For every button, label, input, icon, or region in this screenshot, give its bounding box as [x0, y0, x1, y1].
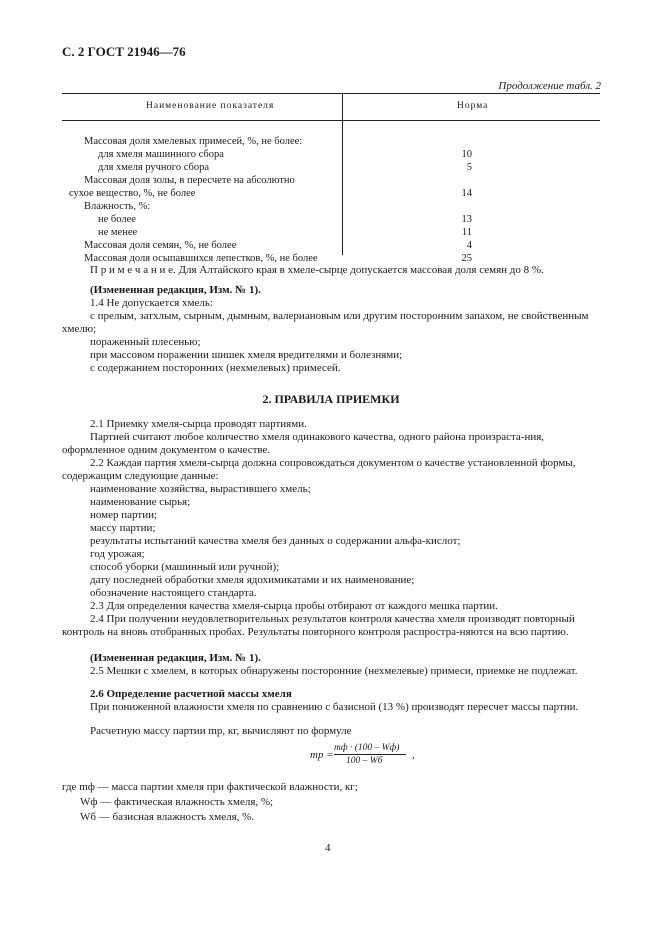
clause-1-4: 1.4 Не допускается хмель:	[90, 297, 213, 309]
formula-denominator: 100 – Wб	[346, 756, 383, 766]
table-continuation-label: Продолжение табл. 2	[498, 80, 601, 92]
page-header: С. 2 ГОСТ 21946—76	[62, 44, 186, 59]
list-item: обозначение настоящего стандарта.	[90, 587, 257, 599]
formula-tail: ,	[412, 749, 415, 761]
table-header	[62, 93, 600, 121]
clause-1-4-item: пораженный плесенью;	[90, 336, 201, 348]
amendment-note: (Измененная редакция, Изм. № 1).	[90, 652, 261, 664]
table-row: Массовая доля хмелевых примесей, %, не более:	[84, 136, 303, 147]
list-item: способ уборки (машинный или ручной);	[90, 561, 280, 573]
table-row: Влажность, %:	[84, 201, 151, 212]
clause-2-4: 2.4 При получении неудовлетворительных результатов контроля качества хмеля производят повторный контроль на вновь отобранных пробах. Результаты повторного контроля распростра-няются на всю партию.	[62, 613, 575, 638]
table-row: для хмеля машинного сбора 10	[98, 149, 472, 160]
table-row: для хмеля ручного сбора 5	[98, 162, 472, 173]
clause-2-1-text: Партией считают любое количество хмеля одинакового качества, одного района произраста-ния, оформленное одним документом о качестве.	[62, 431, 545, 456]
table-row: Массовая доля осыпавшихся лепестков, %, не более 25	[84, 253, 472, 264]
clause-1-4-item: при массовом поражении шишек хмеля вредителями и болезнями;	[90, 349, 403, 361]
table-row: Массовая доля золы, в пересчете на абсолютно	[84, 175, 295, 186]
clause-2-5: 2.5 Мешки с хмелем, в которых обнаружены посторонние (нехмелевые) примеси, приемке не подлежат.	[90, 665, 578, 677]
clause-2-1: 2.1 Приемку хмеля-сырца проводят партиями.	[90, 418, 307, 430]
indicators-table	[62, 93, 600, 264]
clause-2-6-heading: 2.6 Определение расчетной массы хмеля	[90, 688, 292, 700]
clause-1-4-item: с прелым, затхлым, сырным, дымным, валериановым или другим посторонним запахом, не свойственным хмелю;	[62, 310, 589, 335]
amendment-note: (Измененная редакция, Изм. № 1).	[90, 284, 261, 296]
clause-2-3: 2.3 Для определения качества хмеля-сырца пробы отбирают от каждого мешка партии.	[90, 600, 498, 612]
formula-intro: Расчетную массу партии mр, кг, вычисляют по формуле	[90, 725, 352, 737]
formula-definition: где mф — масса партии хмеля при фактической влажности, кг;	[62, 781, 358, 793]
list-item: массу партии;	[90, 522, 156, 534]
section-heading: 2. ПРАВИЛА ПРИЕМКИ	[262, 392, 400, 406]
list-item: номер партии;	[90, 509, 158, 521]
fraction-bar	[334, 754, 406, 755]
clause-2-2: 2.2 Каждая партия хмеля-сырца должна сопровождаться документом о качестве установленной формы, содержащим следующие данные:	[62, 457, 576, 482]
table-body	[62, 121, 600, 264]
page-number: 4	[325, 842, 331, 854]
list-item: дату последней обработки хмеля ядохимикатами и их наименование;	[90, 574, 415, 586]
table-row: Массовая доля семян, %, не более 4	[84, 240, 472, 251]
list-item: наименование хозяйства, вырастившего хмель;	[90, 483, 311, 495]
table-row: сухое вещество, %, не более 14	[69, 188, 472, 199]
table-row: не более 13	[98, 214, 472, 225]
table-note: П р и м е ч а н и е. Для Алтайского края в хмеле-сырце допускается массовая доля семян до 8 %.	[90, 264, 544, 276]
table-row: не менее 11	[98, 227, 472, 238]
formula-definition: Wб — базисная влажность хмеля, %.	[80, 811, 255, 823]
column-header-norm: Норма	[457, 101, 489, 111]
column-header-name: Наименование показателя	[146, 101, 275, 111]
list-item: результаты испытаний качества хмеля без данных о содержании альфа-кислот;	[90, 535, 461, 547]
clause-2-6-text: При пониженной влажности хмеля по сравнению с базисной (13 %) производят пересчет массы партии.	[90, 701, 579, 713]
clause-1-4-item: с содержанием посторонних (нехмелевых) примесей.	[90, 362, 341, 374]
list-item: наименование сырья;	[90, 496, 191, 508]
formula-numerator: mф · (100 – Wф)	[334, 743, 400, 753]
formula-lhs: mр =	[310, 749, 334, 761]
formula-definition: Wф — фактическая влажность хмеля, %;	[80, 796, 274, 808]
list-item: год урожая;	[90, 548, 145, 560]
